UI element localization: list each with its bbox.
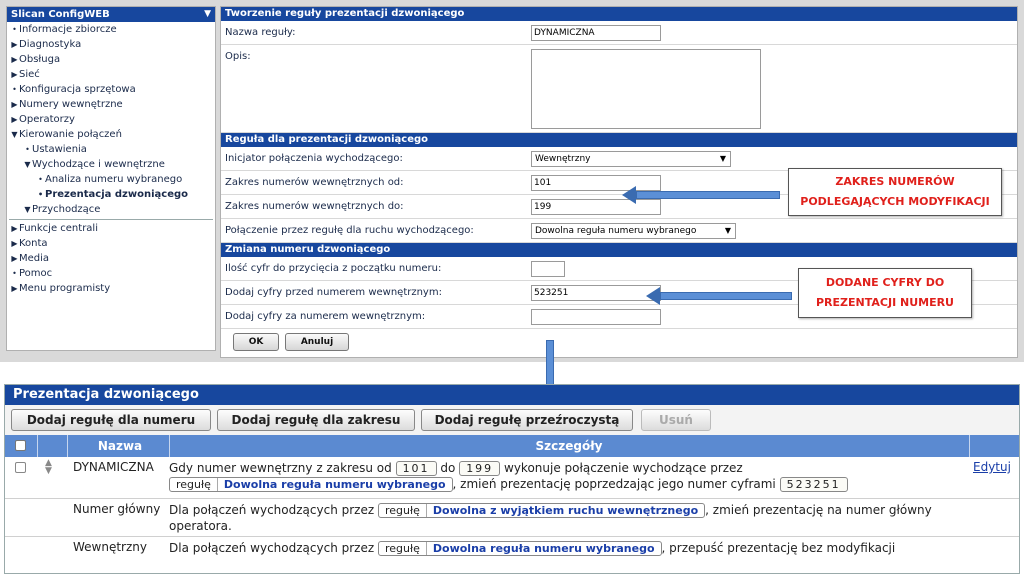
rule-value: Dowolna reguła numeru wybranego xyxy=(432,542,655,555)
initiator-label: Inicjator połączenia wychodzącego: xyxy=(225,153,403,164)
row-checkbox[interactable] xyxy=(15,462,26,473)
detail-text: , zmień prezentację poprzedzając jego numer cyframi xyxy=(452,477,776,491)
column-details: Szczegóły xyxy=(535,439,603,453)
column-name[interactable]: Nazwa xyxy=(97,439,143,453)
rule-key: regułę xyxy=(379,504,427,517)
description-textarea[interactable] xyxy=(531,49,761,129)
initiator-select[interactable] xyxy=(531,151,731,167)
sidebar-item-label: Prezentacja dzwoniącego xyxy=(45,189,188,200)
form-buttons xyxy=(221,329,1017,357)
via-rule-select[interactable] xyxy=(531,223,736,239)
row-name: Numer główny xyxy=(73,502,161,516)
sidebar-item-label: Menu programisty xyxy=(19,283,111,294)
triangle-right-icon: ▶ xyxy=(11,55,18,64)
sidebar-item-obsluga[interactable] xyxy=(7,52,215,67)
bullet-icon: • xyxy=(12,85,17,94)
triangle-down-icon: ▼ xyxy=(24,160,31,169)
section-title-change: Zmiana numeru dzwoniącego xyxy=(221,243,1017,257)
add-range-rule-button[interactable]: Dodaj regułę dla zakresu xyxy=(217,409,415,431)
sidebar-item-label: Operatorzy xyxy=(19,114,75,125)
triangle-right-icon: ▶ xyxy=(11,100,18,109)
sidebar-item-label: Pomoc xyxy=(19,268,53,279)
callout-range xyxy=(788,168,1002,216)
sidebar-item-label: Funkcje centrali xyxy=(19,223,98,234)
detail-text: do xyxy=(440,461,456,475)
callout-digits-line1: DODANE CYFRY DO xyxy=(825,276,945,289)
sidebar-item-numery[interactable] xyxy=(7,97,215,112)
sidebar-item-label: Konta xyxy=(19,238,48,249)
callout-range-line1: ZAKRES NUMERÓW xyxy=(835,175,955,188)
chevron-down-icon: ▼ xyxy=(719,154,726,163)
sidebar-item-media[interactable] xyxy=(7,251,215,266)
sidebar-item-label: Kierowanie połączeń xyxy=(19,129,122,140)
sidebar-item-menu-programisty[interactable] xyxy=(7,281,215,296)
presentation-panel xyxy=(4,384,1020,574)
cut-digits-input[interactable] xyxy=(531,261,565,277)
panel-title: Prezentacja dzwoniącego xyxy=(5,385,1019,405)
bullet-icon: • xyxy=(37,190,44,199)
triangle-right-icon: ▶ xyxy=(11,70,18,79)
sidebar-item-konfiguracja[interactable] xyxy=(7,82,215,97)
triangle-right-icon: ▶ xyxy=(11,239,18,248)
suffix-label: Dodaj cyfry za numerem wewnętrznym: xyxy=(225,311,426,322)
sidebar-item-kierowanie[interactable] xyxy=(7,127,215,142)
bullet-icon: • xyxy=(12,25,17,34)
header-divider xyxy=(37,435,38,457)
row-details xyxy=(169,502,969,534)
table-row xyxy=(5,457,1019,499)
sidebar-item-label: Wychodzące i wewnętrzne xyxy=(32,159,165,170)
via-rule-row xyxy=(221,219,1017,243)
bullet-icon: • xyxy=(25,145,30,154)
sidebar-menu xyxy=(6,6,216,351)
prefix-label: Dodaj cyfry przed numerem wewnętrznym: xyxy=(225,287,442,298)
sidebar-item-wychodzace[interactable] xyxy=(7,157,215,172)
panel-toolbar xyxy=(5,405,1019,435)
digits-arrow-head xyxy=(646,287,660,305)
bullet-icon: • xyxy=(38,175,43,184)
rule-key: regułę xyxy=(170,478,218,491)
delete-button[interactable]: Usuń xyxy=(641,409,711,431)
cancel-button[interactable]: Anuluj xyxy=(285,333,349,351)
row-name: Wewnętrzny xyxy=(73,540,147,554)
sidebar-item-informacje[interactable] xyxy=(7,22,215,37)
range-to-input[interactable]: 199 xyxy=(531,199,661,215)
detail-text: Gdy numer wewnętrzny z zakresu od xyxy=(169,461,392,475)
rule-key: regułę xyxy=(379,542,427,555)
rule-name-row xyxy=(221,21,1017,45)
description-label: Opis: xyxy=(225,51,251,62)
triangle-right-icon: ▶ xyxy=(11,40,18,49)
detail-text: Dla połączeń wychodzących przez xyxy=(169,541,375,555)
digits-pill: 523251 xyxy=(780,477,848,492)
edit-link[interactable]: Edytuj xyxy=(973,460,1011,474)
sidebar-item-diagnostyka[interactable] xyxy=(7,37,215,52)
table-row xyxy=(5,537,1019,563)
callout-range-line2: PODLEGAJĄCYCH MODYFIKACJI xyxy=(800,195,990,208)
sidebar-item-przychodzace[interactable] xyxy=(7,202,215,217)
sidebar-item-siec[interactable] xyxy=(7,67,215,82)
initiator-value: Wewnętrzny xyxy=(535,154,591,164)
triangle-down-icon: ▼ xyxy=(11,130,18,139)
sidebar-item-konta[interactable] xyxy=(7,236,215,251)
chevron-down-icon: ▼ xyxy=(724,226,731,235)
sidebar-item-ustawienia[interactable] xyxy=(7,142,215,157)
callout-digits-line2: PREZENTACJI NUMERU xyxy=(816,296,954,309)
range-arrow-head xyxy=(622,186,636,204)
row-details xyxy=(169,460,969,492)
sidebar-item-label: Sieć xyxy=(19,69,40,80)
triangle-down-icon[interactable]: ▼ xyxy=(204,9,211,19)
sidebar-item-label: Informacje zbiorcze xyxy=(19,24,117,35)
detail-text: , przepuść prezentację bez modyfikacji xyxy=(661,541,896,555)
range-from-pill: 101 xyxy=(396,461,437,476)
sidebar-header[interactable] xyxy=(7,7,215,22)
range-to-label: Zakres numerów wewnętrznych do: xyxy=(225,201,404,212)
add-transparent-rule-button[interactable]: Dodaj regułę przeźroczystą xyxy=(421,409,633,431)
range-from-label: Zakres numerów wewnętrznych od: xyxy=(225,177,404,188)
triangle-right-icon: ▶ xyxy=(11,115,18,124)
header-divider xyxy=(969,435,970,457)
digits-arrow-shaft xyxy=(660,292,792,300)
detail-text: wykonuje połączenie wychodzące przez xyxy=(504,461,743,475)
sidebar-item-funkcje[interactable] xyxy=(7,221,215,236)
sidebar-item-label: Ustawienia xyxy=(32,144,87,155)
sidebar-item-label: Numery wewnętrzne xyxy=(19,99,123,110)
range-to-pill: 199 xyxy=(459,461,500,476)
table-header xyxy=(5,435,1019,457)
suffix-input[interactable] xyxy=(531,309,661,325)
rule-name-label: Nazwa reguły: xyxy=(225,27,296,38)
table-row xyxy=(5,499,1019,537)
detail-text: Dla połączeń wychodzących przez xyxy=(169,503,375,517)
rule-pill xyxy=(169,477,453,492)
triangle-down-icon: ▼ xyxy=(24,205,31,214)
sidebar-item-label: Media xyxy=(19,253,50,264)
sidebar-item-prezentacja[interactable] xyxy=(7,187,215,202)
triangle-right-icon: ▶ xyxy=(11,254,18,263)
sidebar-item-analiza[interactable] xyxy=(7,172,215,187)
triangle-right-icon: ▶ xyxy=(11,224,18,233)
rule-name-input[interactable]: DYNAMICZNA xyxy=(531,25,661,41)
row-details xyxy=(169,540,969,556)
sidebar-item-pomoc[interactable] xyxy=(7,266,215,281)
prefix-input[interactable]: 523251 xyxy=(531,285,661,301)
rule-pill xyxy=(378,503,705,518)
callout-digits xyxy=(798,268,972,318)
ok-button[interactable]: OK xyxy=(233,333,279,351)
via-rule-label: Połączenie przez regułę dla ruchu wychodzącego: xyxy=(225,225,474,236)
sidebar-divider xyxy=(9,219,213,220)
sidebar-item-label: Konfiguracja sprzętowa xyxy=(19,84,136,95)
sidebar-title: Slican ConfigWEB xyxy=(11,9,110,20)
sidebar-item-label: Obsługa xyxy=(19,54,61,65)
rule-pill xyxy=(378,541,662,556)
move-arrows-icon[interactable]: ▲ ▼ xyxy=(45,458,52,476)
bullet-icon: • xyxy=(12,269,17,278)
description-row xyxy=(221,45,1017,133)
add-number-rule-button[interactable]: Dodaj regułę dla numeru xyxy=(11,409,211,431)
triangle-right-icon: ▶ xyxy=(11,284,18,293)
rule-value: Dowolna z wyjątkiem ruchu wewnętrznego xyxy=(432,504,699,517)
via-rule-value: Dowolna reguła numeru wybranego xyxy=(535,226,697,236)
detail-text: , zmień prezentację na numer główny operatora. xyxy=(169,503,932,533)
header-divider xyxy=(67,435,68,457)
sidebar-item-label: Analiza numeru wybranego xyxy=(45,174,183,185)
cut-digits-label: Ilość cyfr do przycięcia z początku numeru: xyxy=(225,263,442,274)
range-from-input[interactable]: 101 xyxy=(531,175,661,191)
select-all-checkbox[interactable] xyxy=(15,440,26,451)
sidebar-item-label: Diagnostyka xyxy=(19,39,82,50)
section-title-rule: Reguła dla prezentacji dzwoniącego xyxy=(221,133,1017,147)
sidebar-item-operatorzy[interactable] xyxy=(7,112,215,127)
range-arrow-shaft xyxy=(636,191,780,199)
sidebar-item-label: Przychodzące xyxy=(32,204,101,215)
rule-value: Dowolna reguła numeru wybranego xyxy=(223,478,446,491)
row-name: DYNAMICZNA xyxy=(73,460,154,474)
section-title-create: Tworzenie reguły prezentacji dzwoniącego xyxy=(221,7,1017,21)
